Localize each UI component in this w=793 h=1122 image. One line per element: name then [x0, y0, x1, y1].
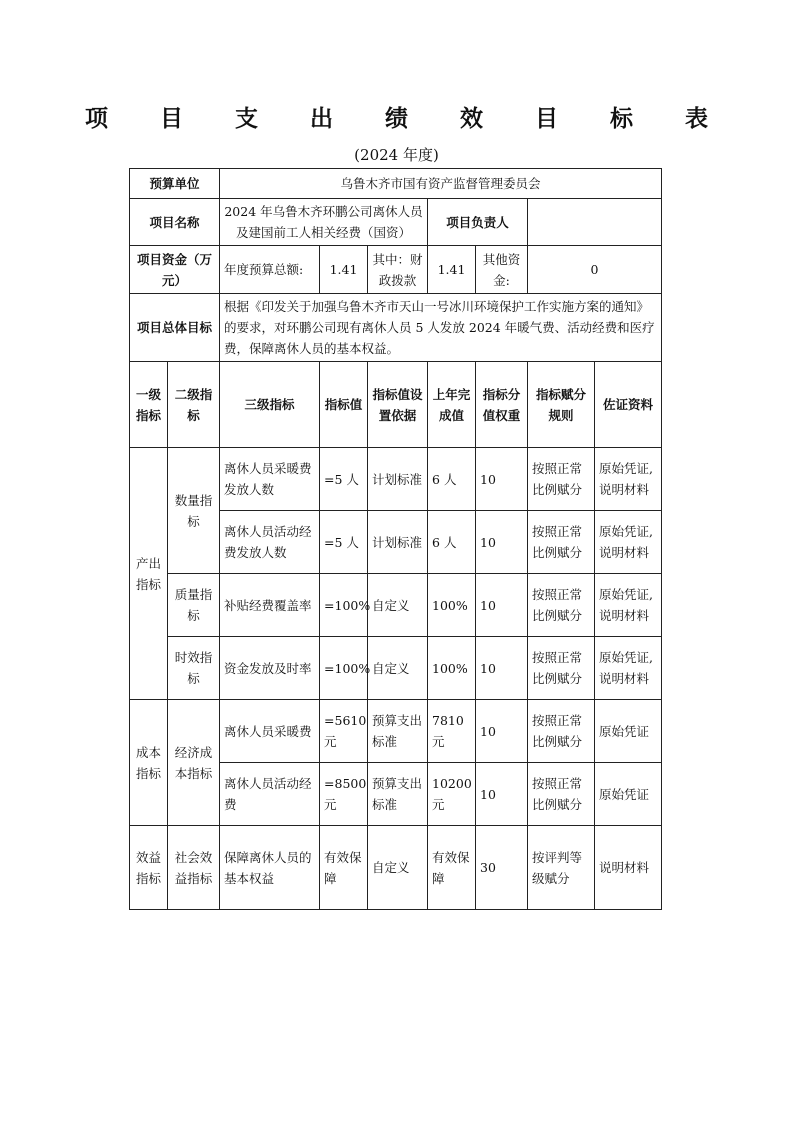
level3-cell: 资金发放及时率 — [220, 637, 320, 700]
project-name-value: 2024 年乌鲁木齐环鹏公司离休人员及建国前工人相关经费（国资） — [220, 199, 428, 246]
weight-cell: 10 — [476, 700, 528, 763]
evidence-cell: 原始凭证,说明材料 — [595, 448, 662, 511]
value-cell: =100% — [320, 574, 368, 637]
table-row — [130, 700, 662, 763]
table-row — [130, 448, 662, 511]
page-title: 项 目 支 出 绩 效 目 标 表 — [84, 106, 731, 132]
table-row — [130, 826, 662, 910]
header-basis: 指标值设置依据 — [368, 362, 428, 448]
last-year-cell: 6 人 — [428, 448, 476, 511]
fiscal-funds-label: 其中：财政拨款 — [368, 246, 428, 294]
budget-unit-value: 乌鲁木齐市国有资产监督管理委员会 — [220, 169, 662, 199]
table-row — [130, 574, 662, 637]
header-rule: 指标赋分规则 — [528, 362, 595, 448]
evidence-cell: 原始凭证 — [595, 700, 662, 763]
header-weight: 指标分值权重 — [476, 362, 528, 448]
performance-table — [129, 168, 662, 910]
level3-cell: 离休人员活动经费发放人数 — [220, 511, 320, 574]
basis-cell: 预算支出标准 — [368, 700, 428, 763]
weight-cell: 30 — [476, 826, 528, 910]
annual-budget-value: 1.41 — [320, 246, 368, 294]
header-evidence: 佐证资料 — [595, 362, 662, 448]
level2-cell: 时效指标 — [168, 637, 220, 700]
header-level1: 一级指标 — [130, 362, 168, 448]
evidence-cell: 原始凭证 — [595, 763, 662, 826]
project-name-label: 项目名称 — [130, 199, 220, 246]
rule-cell: 按照正常比例赋分 — [528, 763, 595, 826]
last-year-cell: 有效保障 — [428, 826, 476, 910]
level2-cell: 数量指标 — [168, 448, 220, 574]
header-level2: 二级指标 — [168, 362, 220, 448]
level3-cell: 离休人员活动经费 — [220, 763, 320, 826]
header-row — [130, 362, 662, 448]
table-row — [130, 637, 662, 700]
level3-cell: 离休人员采暖费发放人数 — [220, 448, 320, 511]
level2-cell: 经济成本指标 — [168, 700, 220, 826]
other-funds-label: 其他资金: — [476, 246, 528, 294]
value-cell: =5 人 — [320, 448, 368, 511]
overall-goal-row — [130, 294, 662, 362]
rule-cell: 按评判等级赋分 — [528, 826, 595, 910]
rule-cell: 按照正常比例赋分 — [528, 448, 595, 511]
evidence-cell: 说明材料 — [595, 826, 662, 910]
last-year-cell: 100% — [428, 637, 476, 700]
header-level3: 三级指标 — [220, 362, 320, 448]
fiscal-funds-value: 1.41 — [428, 246, 476, 294]
evidence-cell: 原始凭证,说明材料 — [595, 574, 662, 637]
value-cell: =100% — [320, 637, 368, 700]
value-cell: 有效保障 — [320, 826, 368, 910]
header-last-year: 上年完成值 — [428, 362, 476, 448]
group-cost: 成本指标 — [130, 700, 168, 826]
last-year-cell: 6 人 — [428, 511, 476, 574]
rule-cell: 按照正常比例赋分 — [528, 637, 595, 700]
value-cell: =5610 元 — [320, 700, 368, 763]
overall-goal-label: 项目总体目标 — [130, 294, 220, 362]
basis-cell: 计划标准 — [368, 511, 428, 574]
project-name-row — [130, 199, 662, 246]
budget-unit-row — [130, 169, 662, 199]
level3-cell: 离休人员采暖费 — [220, 700, 320, 763]
level2-cell: 质量指标 — [168, 574, 220, 637]
weight-cell: 10 — [476, 637, 528, 700]
header-value: 指标值 — [320, 362, 368, 448]
rule-cell: 按照正常比例赋分 — [528, 700, 595, 763]
group-benefit: 效益指标 — [130, 826, 168, 910]
budget-unit-label: 预算单位 — [130, 169, 220, 199]
rule-cell: 按照正常比例赋分 — [528, 511, 595, 574]
basis-cell: 自定义 — [368, 574, 428, 637]
weight-cell: 10 — [476, 511, 528, 574]
value-cell: =8500 元 — [320, 763, 368, 826]
project-owner-label: 项目负责人 — [428, 199, 528, 246]
project-owner-value — [528, 199, 662, 246]
basis-cell: 预算支出标准 — [368, 763, 428, 826]
weight-cell: 10 — [476, 574, 528, 637]
last-year-cell: 100% — [428, 574, 476, 637]
group-output: 产出指标 — [130, 448, 168, 700]
basis-cell: 自定义 — [368, 826, 428, 910]
level3-cell: 保障离休人员的基本权益 — [220, 826, 320, 910]
value-cell: =5 人 — [320, 511, 368, 574]
weight-cell: 10 — [476, 763, 528, 826]
weight-cell: 10 — [476, 448, 528, 511]
page-subtitle: (2024 年度) — [354, 146, 439, 164]
level3-cell: 补贴经费覆盖率 — [220, 574, 320, 637]
funds-label: 项目资金（万元） — [130, 246, 220, 294]
basis-cell: 自定义 — [368, 637, 428, 700]
rule-cell: 按照正常比例赋分 — [528, 574, 595, 637]
evidence-cell: 原始凭证,说明材料 — [595, 637, 662, 700]
basis-cell: 计划标准 — [368, 448, 428, 511]
annual-budget-label: 年度预算总额: — [220, 246, 320, 294]
last-year-cell: 10200 元 — [428, 763, 476, 826]
funds-row — [130, 246, 662, 294]
last-year-cell: 7810 元 — [428, 700, 476, 763]
level2-cell: 社会效益指标 — [168, 826, 220, 910]
evidence-cell: 原始凭证,说明材料 — [595, 511, 662, 574]
other-funds-value: 0 — [528, 246, 662, 294]
overall-goal-value: 根据《印发关于加强乌鲁木齐市天山一号冰川环境保护工作实施方案的通知》的要求，对环鹏公司现有离休人员 5 人发放 2024 年暖气费、活动经费和医疗费，保障离休人员的基本权益。 — [220, 294, 662, 362]
